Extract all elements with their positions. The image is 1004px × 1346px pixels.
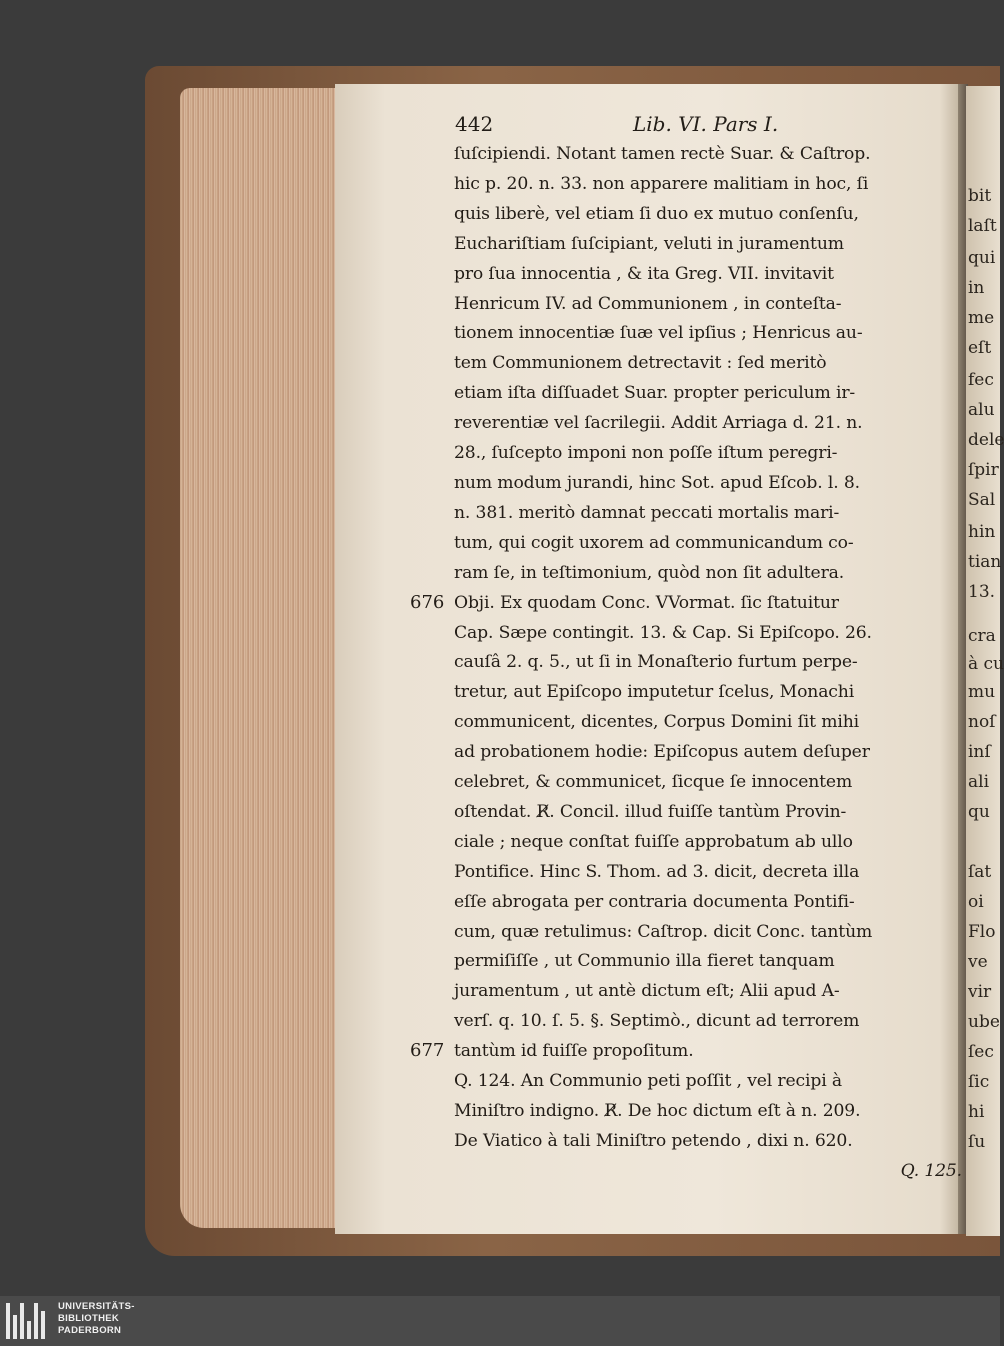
text-line: quis liberè, vel etiam ſi duo ex mutuo conſenſu, (454, 203, 859, 224)
text-line: pro ſua innocentia , & ita Greg. VII. invitavit (454, 263, 834, 284)
text-line: tem Communionem detrectavit : ſed meritò (454, 353, 827, 374)
facing-page-text: noſ (968, 712, 996, 732)
text-line: Henricum IV. ad Communionem , in conteſta- (454, 293, 842, 314)
library-name-line-2: BIBLIOTHEK (58, 1313, 120, 1324)
text-line: Euchariſtiam ſuſcipiant, veluti in juramentum (454, 233, 844, 254)
facing-page-text: ſu (968, 1132, 986, 1152)
facing-page-text: à cu (968, 654, 1004, 674)
text-line: eſſe abrogata per contraria documenta Pontifi- (454, 891, 855, 912)
text-line: De Viatico à tali Miniſtro petendo , dixi n. 620. (454, 1130, 853, 1151)
text-line: Pontifice. Hinc S. Thom. ad 3. dicit, decreta illa (454, 861, 860, 882)
facing-page-text: dele (968, 430, 1004, 450)
facing-page-text: laſt (968, 216, 997, 236)
text-line: juramentum , ut antè dictum eſt; Alii apud A- (454, 981, 840, 1002)
facing-page-text: 13. (968, 582, 996, 602)
library-logo-icon (6, 1303, 46, 1339)
facing-page-text: inſ (968, 742, 991, 762)
facing-page-text: oi (968, 892, 984, 912)
facing-page-text: mu (968, 682, 996, 702)
library-logo (0, 1296, 170, 1346)
text-line: ciale ; neque conſtat fuiſſe approbatum ab ullo (454, 831, 853, 852)
text-line: tretur, aut Epiſcopo imputetur ſcelus, Monachi (454, 682, 855, 703)
text-line: verſ. q. 10. ſ. 5. §. Septimò., dicunt ad terrorem (454, 1011, 860, 1032)
facing-page-text: ali (968, 772, 990, 792)
catchword: Q. 125. (900, 1160, 962, 1181)
text-line: communicent, dicentes, Corpus Domini ſit mihi (454, 712, 859, 733)
text-line: ſuſcipiendi. Notant tamen rectè Suar. & Caſtrop. (454, 144, 871, 164)
text-line: hic p. 20. n. 33. non apparere malitiam in hoc, ſi (454, 173, 869, 194)
facing-page-text: tian (968, 552, 1002, 572)
facing-page-text: in (968, 278, 985, 298)
text-line: celebret, & communicet, ſicque ſe innocentem (454, 772, 853, 793)
footer-bar (0, 1296, 1000, 1346)
page-number: 442 (455, 112, 494, 136)
text-line: Cap. Sæpe contingit. 13. & Cap. Si Epiſcopo. 26. (454, 622, 872, 643)
facing-page-text: fec (968, 370, 994, 390)
text-line: ram ſe, in teſtimonium, quòd non ſit adultera. (454, 562, 845, 583)
library-name-line-1: UNIVERSITÄTS- (58, 1301, 135, 1312)
library-name-line-3: PADERBORN (58, 1325, 122, 1336)
text-line: n. 381. meritò damnat peccati mortalis mari- (454, 502, 840, 523)
text-line: tionem innocentiæ ſuæ vel ipſius ; Henricus au- (454, 323, 863, 344)
facing-page-text: ſic (968, 1072, 990, 1092)
facing-page-text: qu (968, 802, 990, 822)
facing-page-text: hin (968, 522, 996, 542)
facing-page-text: bit (968, 186, 992, 206)
margin-number-676: 676 (410, 592, 445, 613)
page-edges (180, 88, 340, 1228)
margin-number-677: 677 (410, 1040, 445, 1061)
text-line: ad probationem hodie: Epiſcopus autem deſuper (454, 742, 870, 763)
text-line: 28., ſuſcepto imponi non poſſe iſtum peregri- (454, 443, 838, 464)
facing-page-text: Sal (968, 490, 996, 510)
facing-page-text: ſat (968, 862, 992, 882)
text-line: tantùm id fuiſſe propoſitum. (454, 1041, 694, 1062)
facing-page-text: eſt (968, 338, 992, 358)
text-line: oſtendat. R̸. Concil. illud fuiſſe tantùm Provin- (454, 801, 847, 822)
facing-page-text: ſpir (968, 460, 999, 480)
facing-page-text: hi (968, 1102, 985, 1122)
text-line: num modum jurandi, hinc Sot. apud Eſcob. l. 8. (454, 472, 860, 493)
text-line: tum, qui cogit uxorem ad communicandum co- (454, 532, 854, 553)
facing-page-text: qui (968, 248, 996, 268)
facing-page-fragment (966, 86, 1004, 1236)
facing-page-text: vir (968, 982, 992, 1002)
facing-page-text: cra (968, 626, 996, 646)
facing-page-text: ube (968, 1012, 1000, 1032)
text-line: cum, quæ retulimus: Caſtrop. dicit Conc. tantùm (454, 921, 873, 942)
text-line: Miniſtro indigno. R̸. De hoc dictum eſt à n. 209. (454, 1101, 861, 1121)
running-title: Lib. VI. Pars I. (633, 112, 779, 136)
text-line: etiam iſta diſſuadet Suar. propter periculum ir- (454, 383, 856, 404)
text-line: cauſâ 2. q. 5., ut ſi in Monaſterio furtum perpe- (454, 652, 858, 673)
text-line: Q. 124. An Communio peti poſſit , vel recipi à (454, 1071, 842, 1092)
facing-page-text: me (968, 308, 995, 328)
text-line: reverentiæ vel ſacrilegii. Addit Arriaga d. 21. n. (454, 413, 863, 434)
facing-page-text: ve (968, 952, 988, 972)
text-line: Obji. Ex quodam Conc. VVormat. ſic ſtatuitur (454, 592, 839, 613)
library-name (58, 1301, 135, 1337)
page-header (455, 112, 955, 142)
text-line: permiſiſſe , ut Communio illa fieret tanquam (454, 951, 835, 972)
body-text (454, 140, 962, 1187)
facing-page-text: alu (968, 400, 995, 420)
facing-page-text: Flo (968, 922, 996, 942)
facing-page-text: ſec (968, 1042, 994, 1062)
